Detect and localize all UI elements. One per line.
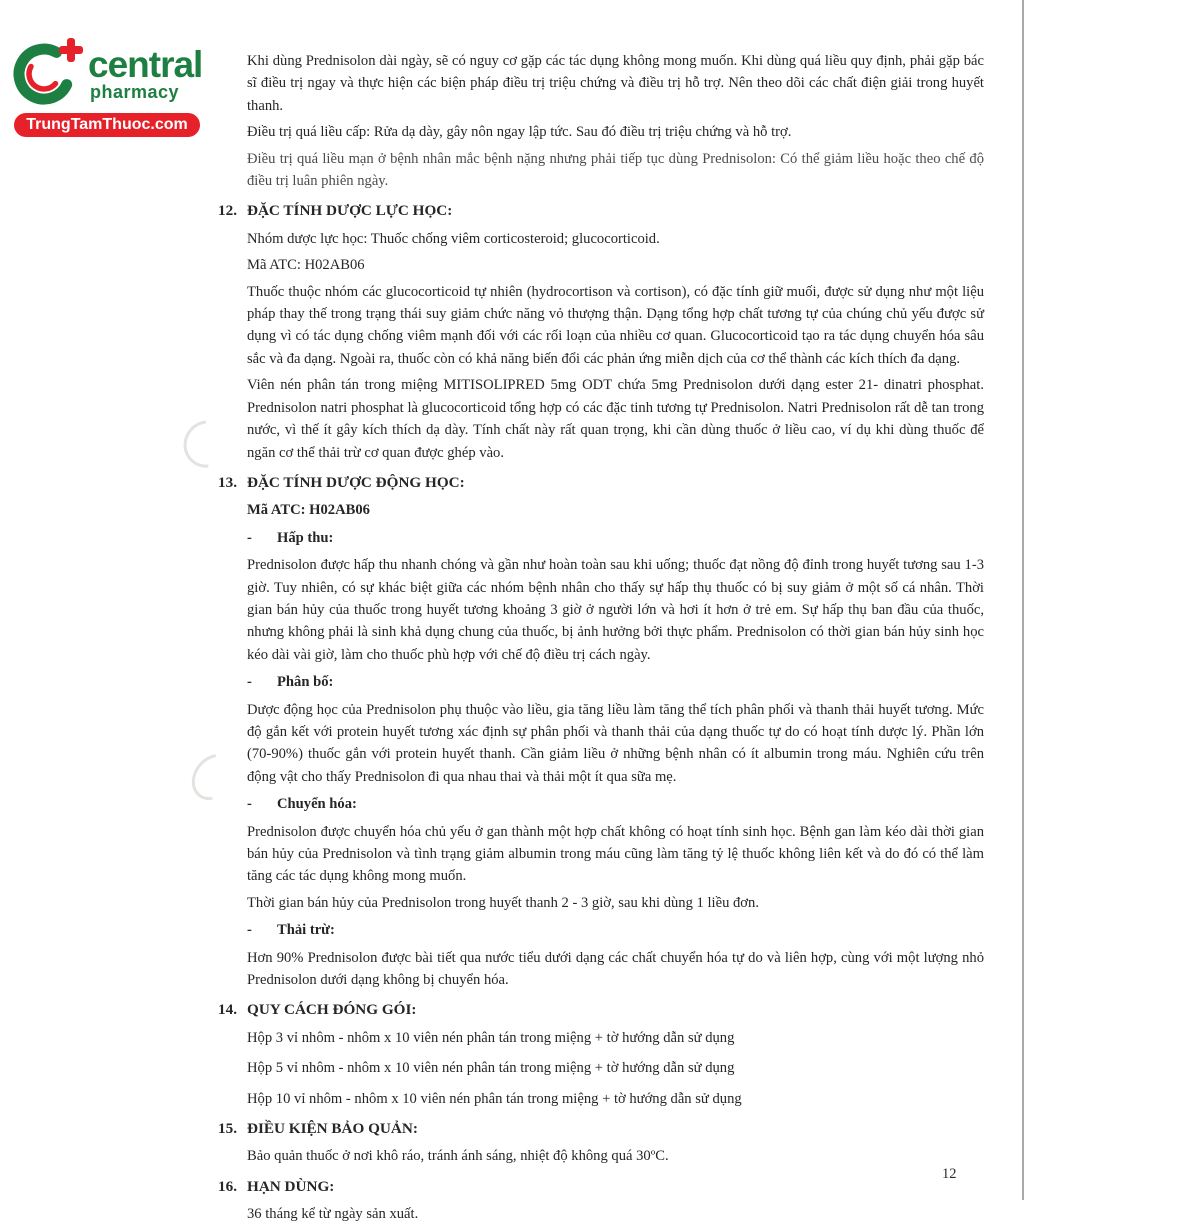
section-12-heading bbox=[218, 200, 984, 222]
section-14-heading bbox=[218, 999, 984, 1021]
atc-code-line: Mã ATC: H02AB06 bbox=[247, 257, 365, 274]
logo-sub-text: pharmacy bbox=[90, 82, 180, 102]
half-life-paragraph: Thời gian bán hủy của Prednisolon trong huyết thanh 2 - 3 giờ, sau khi dùng 1 liều đơn. bbox=[247, 894, 759, 911]
overdose-warning-paragraph: Khi dùng Prednisolon dài ngày, sẽ có nguy cơ gặp các tác dụng không mong muốn. Khi dùng quá liều quy định, phải gặp bác sĩ điều trị ngay và thực hiện các biện pháp điều trị triệu chứng và điều trị hỗ trợ. Nên theo dõi các chất điện giải trong huyết thanh. bbox=[247, 53, 984, 114]
subheading-label: Chuyển hóa: bbox=[277, 796, 357, 813]
section-title: HẠN DÙNG: bbox=[247, 1177, 335, 1195]
section-number: 13. bbox=[218, 473, 237, 491]
section-15-heading bbox=[218, 1118, 984, 1140]
pharmacodynamic-group-line: Nhóm dược lực học: Thuốc chống viêm corticosteroid; glucocorticoid. bbox=[247, 230, 660, 247]
chronic-overdose-paragraph: Điều trị quá liều mạn ở bệnh nhân mắc bệnh nặng nhưng phải tiếp tục dùng Prednisolon: Có thể giảm liều hoặc theo chế độ điều trị luân phiên ngày. bbox=[247, 150, 984, 190]
central-pharmacy-logo bbox=[14, 36, 214, 137]
storage-condition-line: Bảo quản thuốc ở nơi khô ráo, tránh ánh sáng, nhiệt độ không quá 30ºC. bbox=[247, 1148, 669, 1165]
dash-bullet: - bbox=[247, 674, 252, 691]
pack-size-line: Hộp 10 vỉ nhôm - nhôm x 10 viên nén phân tán trong miệng + tờ hướng dẫn sử dụng bbox=[247, 1090, 742, 1107]
subheading-label: Thải trừ: bbox=[277, 922, 335, 939]
section-number: 12. bbox=[218, 202, 237, 220]
metabolism-paragraph: Prednisolon được chuyển hóa chủ yếu ở gan thành một hợp chất không có hoạt tính sinh học. Bệnh gan làm kéo dài thời gian bán hủy của Prednisolon và tình trạng giảm albumin trong máu cũng làm tăng tỷ lệ thuốc không liên kết và do đó có thể làm tăng các tác dụng không mong muốn. bbox=[247, 823, 984, 885]
elimination-subheading bbox=[247, 919, 984, 941]
acute-overdose-paragraph: Điều trị quá liều cấp: Rửa dạ dày, gây nôn ngay lập tức. Sau đó điều trị triệu chứng và hỗ trợ. bbox=[247, 124, 792, 141]
section-title: ĐẶC TÍNH DƯỢC LỰC HỌC: bbox=[247, 202, 453, 220]
page-number: 12 bbox=[942, 1166, 957, 1182]
section-title: ĐẶC TÍNH DƯỢC ĐỘNG HỌC: bbox=[247, 473, 465, 491]
shelf-life-line: 36 tháng kể từ ngày sản xuất. bbox=[247, 1206, 419, 1223]
distribution-paragraph: Dược động học của Prednisolon phụ thuộc vào liều, gia tăng liều làm tăng thể tích phân phối và thanh thải huyết tương. Mức độ gắn kết với protein huyết tương xác định sự phân phối và thanh thải của dạng thuốc tự do có hoạt tính dược lý. Phần lớn (70-90%) thuốc gắn với protein huyết thanh. Cần giảm liều ở những bệnh nhân có ít albumin trong máu. Nghiên cứu trên động vật cho thấy Prednisolon đi qua nhau thai và thải một ít qua sữa mẹ. bbox=[247, 701, 984, 785]
absorption-paragraph: Prednisolon được hấp thu nhanh chóng và gần như hoàn toàn sau khi uống; thuốc đạt nồng độ đỉnh trong huyết tương sau 1-3 giờ. Tuy nhiên, có sự khác biệt giữa các nhóm bệnh nhân cho thấy sự hấp thụ thuốc có bị suy giảm ở một số cá nhân. Thời gian bán hủy của thuốc trong huyết tương khoảng 3 giờ ở người lớn và hơi ít hơn ở trẻ em. Sự hấp thụ ban đầu của thuốc, nhưng không phải là sinh khả dụng chung của thuốc, bị ảnh hưởng bởi thực phẩm. Prednisolon có thời gian bán hủy sinh học kéo dài vài giờ, làm cho thuốc phù hợp với chế độ điều trị cách ngày. bbox=[247, 557, 984, 663]
dash-bullet: - bbox=[247, 529, 252, 546]
absorption-subheading bbox=[247, 527, 984, 549]
logo-brand-text: central bbox=[88, 44, 203, 85]
pack-size-line: Hộp 5 vỉ nhôm - nhôm x 10 viên nén phân tán trong miệng + tờ hướng dẫn sử dụng bbox=[247, 1060, 735, 1077]
metabolism-subheading bbox=[247, 793, 984, 815]
pharmacy-c-cross-icon bbox=[14, 36, 84, 106]
elimination-paragraph: Hơn 90% Prednisolon được bài tiết qua nước tiểu dưới dạng các chất chuyển hóa tự do và liên hợp, cùng với một lượng nhỏ Prednisolon dưới dạng không bị chuyển hóa. bbox=[247, 949, 984, 989]
section-title: ĐIỀU KIỆN BẢO QUẢN: bbox=[247, 1120, 418, 1138]
section-16-heading bbox=[218, 1176, 984, 1198]
distribution-subheading bbox=[247, 671, 984, 693]
atc-code-line-bold: Mã ATC: H02AB06 bbox=[247, 502, 370, 519]
subheading-label: Phân bố: bbox=[277, 674, 334, 691]
logo-website-badge: TrungTamThuoc.com bbox=[14, 113, 200, 137]
dash-bullet: - bbox=[247, 796, 252, 813]
dash-bullet: - bbox=[247, 922, 252, 939]
glucocorticoid-description-paragraph: Thuốc thuộc nhóm các glucocorticoid tự nhiên (hydrocortison và cortison), có đặc tính giữ muối, được sử dụng như một liệu pháp thay thế trong trạng thái suy giảm chức năng vỏ thượng thận. Dạng tổng hợp chất tương tự của chúng chủ yếu được sử dụng vì có tác dụng chống viêm mạnh đối với các rối loạn của nhiều cơ quan. Glucocorticoid tạo ra tác dụng chuyển hóa sâu sắc và đa dạng. Ngoài ra, thuốc còn có khả năng biến đổi các phản ứng miễn dịch của cơ thể thành các kích thích đa dạng. bbox=[247, 283, 984, 367]
pack-size-line: Hộp 3 vỉ nhôm - nhôm x 10 viên nén phân tán trong miệng + tờ hướng dẫn sử dụng bbox=[247, 1029, 735, 1046]
mitisolipred-description-paragraph: Viên nén phân tán trong miệng MITISOLIPRED 5mg ODT chứa 5mg Prednisolon dưới dạng ester 21- dinatri phosphat. Prednisolon natri phosphat là glucocorticoid tổng hợp có các đặc tinh tương tự Prednisolon. Natri Prednisolon rất dễ tan trong nước, vì thế ít gây kích thích dạ dày. Tính chất này rất quan trọng, khi cần dùng thuốc ở liều cao, ví dụ khi dùng thuốc để ngăn cơ thể thải trừ cơ quan được ghép vào. bbox=[247, 377, 984, 461]
leaflet-content bbox=[218, 50, 984, 1230]
subheading-label: Hấp thu: bbox=[277, 529, 334, 546]
section-title: QUY CÁCH ĐÓNG GÓI: bbox=[247, 1001, 417, 1019]
scan-page-edge bbox=[1022, 0, 1024, 1200]
section-13-heading bbox=[218, 472, 984, 494]
section-number: 14. bbox=[218, 1001, 237, 1019]
section-number: 15. bbox=[218, 1120, 237, 1138]
section-number: 16. bbox=[218, 1177, 237, 1195]
